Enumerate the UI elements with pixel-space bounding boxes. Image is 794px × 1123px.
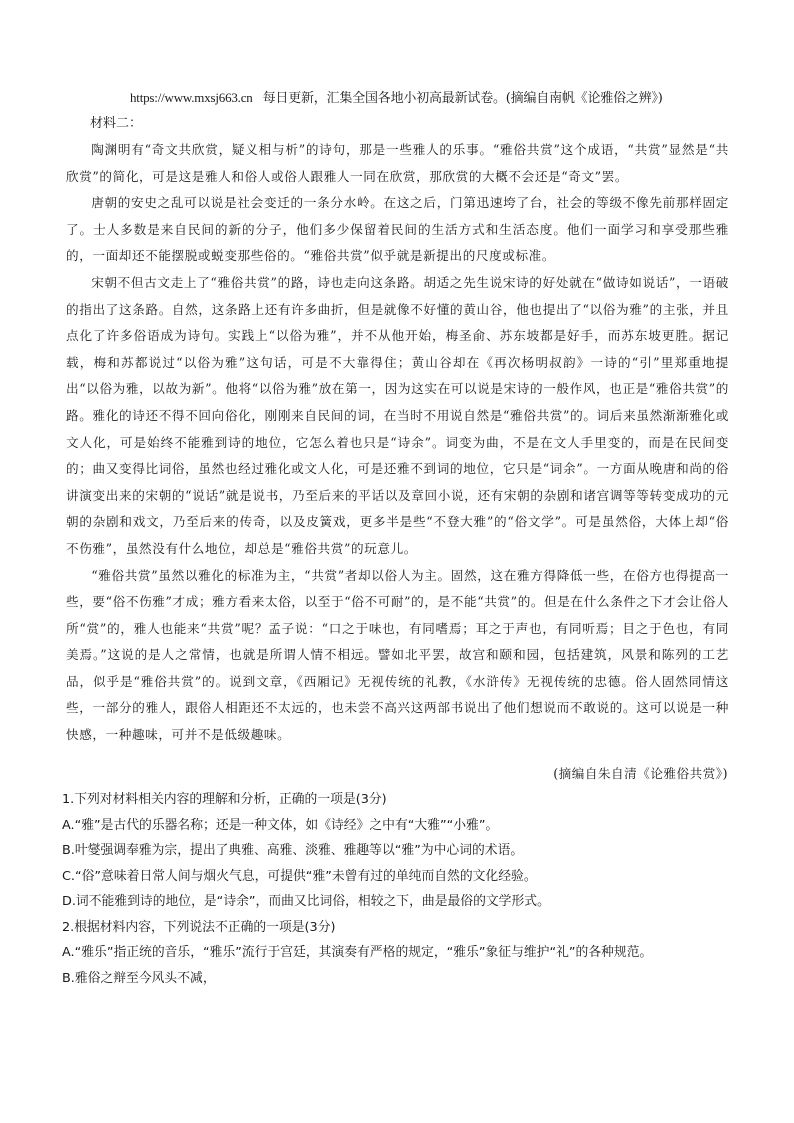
- option-b: B.叶燮强调奉雅为宗，提出了典雅、高雅、淡雅、雅趣等以“雅”为中心词的术语。: [62, 843, 524, 858]
- question-stem: 2.根据材料内容，下列说法不正确的一项是(3分): [62, 919, 336, 935]
- material-source: (摘编自朱自清《论雅俗共赏》): [553, 766, 728, 781]
- paragraph: 唐朝的安史之乱可以说是社会变迁的一条分水岭。在这之后，门第迅速垮了台，社会的等级不像先前那样固定了。士人多数是来自民间的新的分子，他们多少保留着民间的生活方式和生活态度。他们一面学习和享受那些雅的，一面却还不能摆脱或蜕变那些俗的。“雅俗共赏”似乎就是新提出的尺度或标准。: [66, 195, 729, 264]
- paragraph: 陶渊明有“奇文共欣赏，疑义相与析”的诗句，那是一些雅人的乐事。“雅俗共赏”这个成语，“共赏”显然是“共欣赏”的简化，可是这是雅人和俗人或俗人跟雅人一同在欣赏，那欣赏的大概不会还是“奇文”罢。: [66, 142, 729, 184]
- page-header: [130, 88, 770, 109]
- material-body: [66, 137, 729, 749]
- material-label: 材料二：: [90, 116, 143, 131]
- option-b: B.雅俗之辩至今风头不减，: [62, 970, 216, 986]
- header-url[interactable]: https://www.mxsj663.cn: [130, 90, 253, 105]
- option-c: C.“俗”意味着日常人间与烟火气息，可提供“雅”未曾有过的单纯而自然的文化经验。: [62, 868, 537, 884]
- paragraph: 宋朝不但古文走上了“雅俗共赏”的路，诗也走向这条路。胡适之先生说宋诗的好处就在“做诗如说话”，一语破的指出了这条路。自然，这条路上还有许多曲折，但是就像不好懂的黄山谷，他也提出了“以俗为雅”的主张，并且点化了许多俗语成为诗句。实践上“以俗为雅”，并不从他开始，梅圣俞、苏东坡都是好手，而苏东坡更胜。据记载，梅和苏都说过“以俗为雅”这句话，可是不大靠得住；黄山谷却在《再次杨明叔韵》一诗的“引”里郑重地提出“以俗为雅，以故为新”。他将“以俗为雅”放在第一，因为这实在可以说是宋诗的一般作风，也正是“雅俗共赏”的路。雅化的诗还不得不回向俗化，刚刚来自民间的词，在当时不用说自然是“雅俗共赏”的。词后来虽然渐渐雅化或文人化，可是始终不能雅到诗的地位，它怎么着也只是“诗余”。词变为曲，不是在文人手里变的，而是在民间变的；曲又变得比词俗，虽然也经过雅化或文人化，可是还雅不到词的地位，它只是“词余”。一方面从晚唐和尚的俗讲演变出来的宋朝的“说话”就是说书，乃至后来的平话以及章回小说，还有宋朝的杂剧和诸宫调等等转变成功的元朝的杂剧和戏文，乃至后来的传奇，以及皮簧戏，更多半是些“不登大雅”的“俗文学”。可是虽然俗，大体上却“俗不伤雅”，虽然没有什么地位，却总是“雅俗共赏”的玩意儿。: [66, 274, 729, 556]
- header-source: (摘编自南帆《论雅俗之辨》): [505, 91, 663, 106]
- option-d: D.词不能雅到诗的地位，是“诗余”，而曲又比词俗，相较之下，曲是最俗的文学形式。: [62, 894, 550, 909]
- question-stem: 1.下列对材料相关内容的理解和分析，正确的一项是(3分): [62, 792, 387, 807]
- paragraph: “雅俗共赏”虽然以雅化的标准为主，“共赏”者却以俗人为主。固然，这在雅方得降低一些，在俗方也得提高一些，要“俗不伤雅”才成；雅方看来太俗，以至于“俗不可耐”的，是不能“共赏”的。但是在什么条件之下才会让俗人所“赏”的，雅人也能来“共赏”呢？孟子说：“口之于味也，有同嗜焉；耳之于声也，有同听焉；目之于色也，有同美焉。”这说的是人之常情，也就是所谓人情不相远。譬如北平罢，故宫和颐和园，包括建筑，风景和陈列的工艺品，似乎是“雅俗共赏”的。说到文章，《西厢记》无视传统的礼教，《水浒传》无视传统的忠德。俗人固然同情这些，一部分的雅人，跟俗人相距还不太远的，也未尝不高兴这两部书说出了他们想说而不敢说的。这可以说是一种快感，一种趣味，可并不是低级趣味。: [66, 567, 729, 743]
- option-a: A.“雅”是古代的乐器名称；还是一种文体，如《诗经》之中有“大雅”“小雅”。: [62, 817, 499, 833]
- header-tagline: 每日更新，汇集全国各地小初高最新试卷。: [262, 91, 506, 106]
- option-a: A.“雅乐”指正统的音乐，“雅乐”流行于宫廷，其演奏有严格的规定，“雅乐”象征与维护“礼”的各种规范。: [62, 945, 653, 960]
- question-section: [62, 787, 732, 991]
